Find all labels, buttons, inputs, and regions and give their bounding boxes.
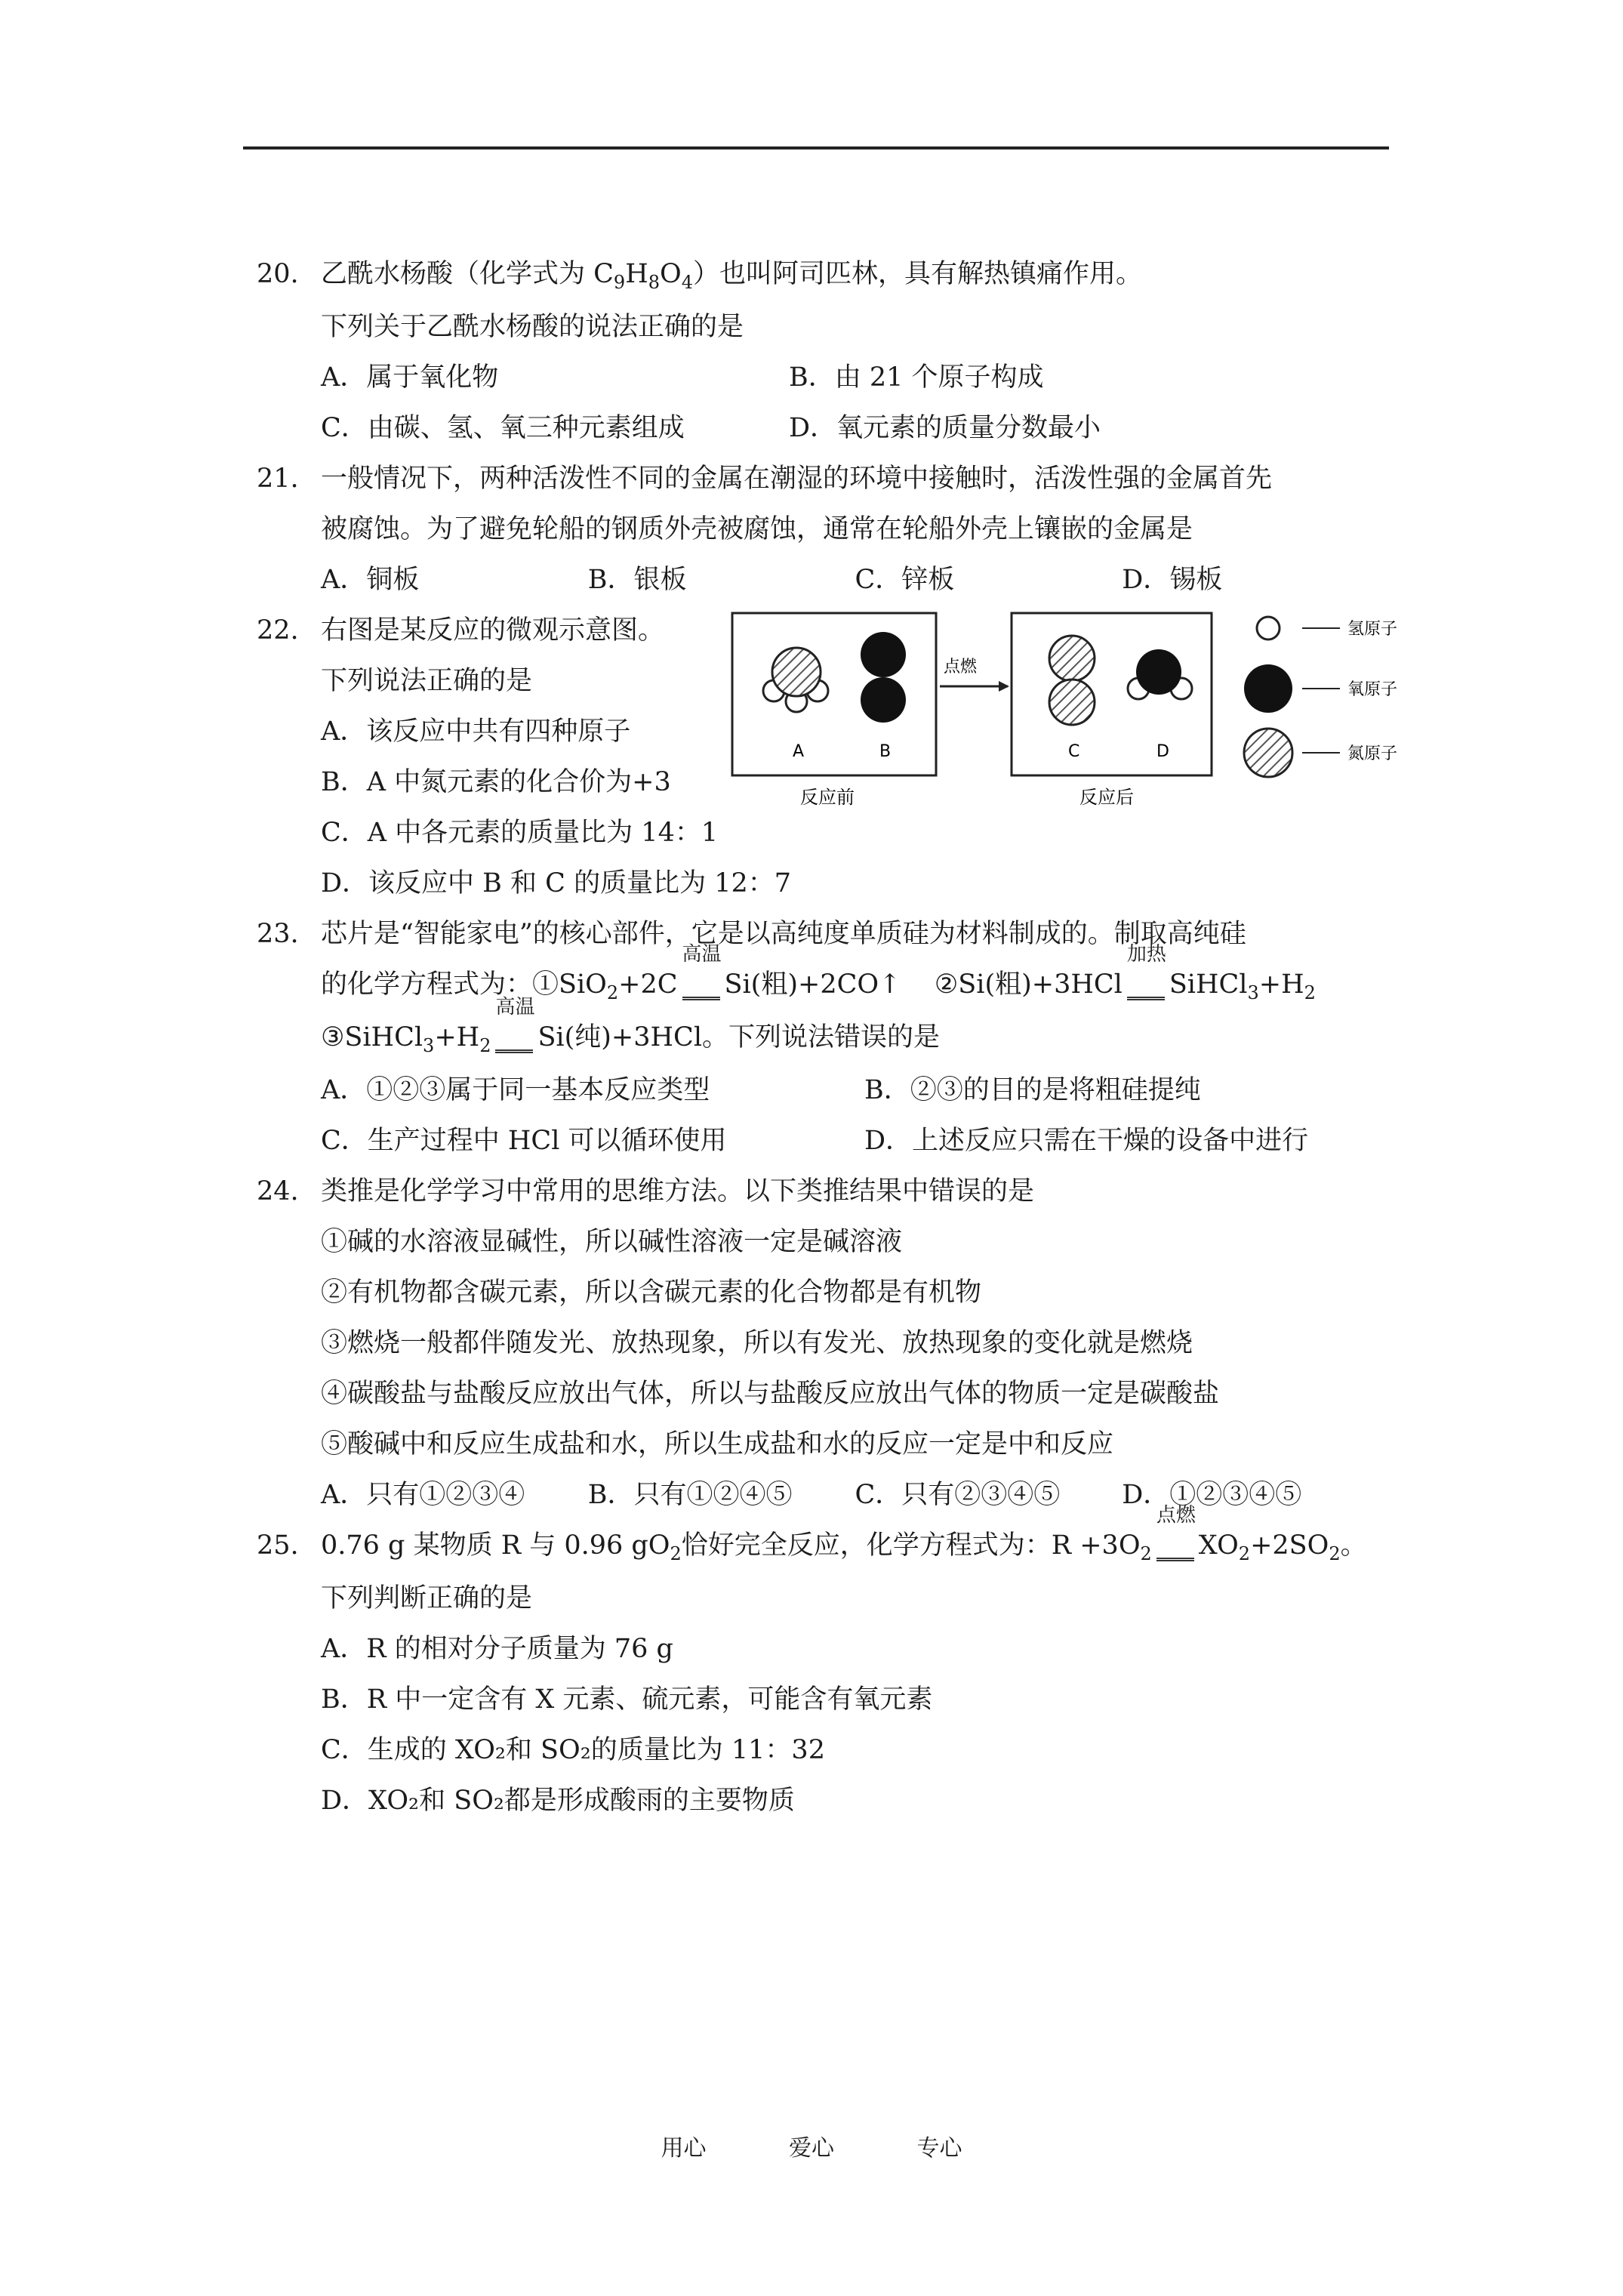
q25-stem-part: XO [1198,1530,1239,1561]
q20-option-c: C．由碳、氢、氧三种元素组成 [321,413,685,443]
molecule-b [861,632,906,723]
reaction-diagram [728,606,1449,862]
q25-option-b: B．R 中一定含有 X 元素、硫元素，可能含有氧元素 [321,1684,933,1715]
q25-stem-part: +2SO [1250,1530,1329,1561]
subscript: 2 [1329,1543,1341,1564]
q24-item-5: ⑤酸碱中和反应生成盐和水，所以生成盐和水的反应一定是中和反应 [321,1429,1114,1459]
q20-option-a: A．属于氧化物 [321,362,499,393]
question-23 [257,909,1389,1166]
q23-eq1-right: Si(粗)+2CO↑ [724,969,901,1000]
q22-option-b: B．A 中氮元素的化合价为+3 [321,767,671,797]
q21-options [257,555,1389,606]
q20-options-row2 [257,403,1389,454]
q23-option-c: C．生产过程中 HCl 可以循环使用 [321,1126,727,1156]
legend-nitrogen: 氮原子 [1347,744,1398,763]
q23-eq-intro: 的化学方程式为： [321,969,533,1000]
q23-eq2-right2: +H [1258,969,1304,1000]
q20-options-row1 [257,353,1389,403]
question-25 [257,1504,1389,1826]
q20-option-d: D．氧元素的质量分数最小 [789,413,1101,443]
q23-option-d: D．上述反应只需在干燥的设备中进行 [864,1126,1309,1156]
q23-option-b: B．②③的目的是将粗硅提纯 [864,1075,1201,1105]
q25-stem-part: 。 [1340,1530,1367,1561]
q23-eq2-right: SiHCl [1169,969,1248,1000]
footer-word-3: 专心 [916,2135,962,2162]
question-20 [257,249,1389,454]
subscript: 2 [479,1035,491,1056]
subscript: 4 [681,272,693,293]
caption-before: 反应前 [800,787,855,808]
q23-eq3-left2: +H [434,1022,480,1052]
q24-item-1: ①碱的水溶液显碱性，所以碱性溶液一定是碱溶液 [321,1227,903,1257]
q22-stem-line2: 下列说法正确的是 [321,666,533,696]
q22-option-d: D．该反应中 B 和 C 的质量比为 12：7 [321,868,791,898]
subscript: 2 [1238,1543,1251,1564]
footer-word-1: 用心 [661,2135,707,2162]
question-21 [257,454,1389,606]
q23-eq2-left: ②Si(粗)+3HCl [934,969,1123,1000]
q23-eq1-condition-label: 高温 [682,943,722,966]
q21-option-b: B．银板 [587,565,687,595]
q25-option-c: C．生成的 XO₂和 SO₂的质量比为 11：32 [321,1735,825,1765]
q23-number: 23. [257,919,299,949]
q24-item-2: ②有机物都含碳元素，所以含碳元素的化合物都是有机物 [321,1277,982,1308]
caption-after: 反应后 [1079,787,1134,808]
molecule-a [763,648,828,712]
q22-stem-part: 右图是某反应的微观示意图。 [321,615,665,646]
subscript: 9 [613,272,626,293]
q23-eq3-condition-label: 高温 [495,996,535,1019]
q23-eq1-left2: +2C [618,969,678,1000]
page-footer [0,2129,1623,2162]
q25-stem-part: 恰好完全反应，化学方程式为：R +3O [681,1530,1141,1561]
footer-word-2: 爱心 [789,2135,834,2162]
q25-stem-line1 [257,1504,1389,1573]
subscript: 2 [670,1543,682,1564]
header-rule [243,146,1389,149]
label-a: A [793,742,805,761]
q20-stem-line2: 下列关于乙酰水杨酸的说法正确的是 [321,312,744,342]
q25-number: 25. [257,1530,299,1561]
q21-option-a: A．铜板 [321,565,420,595]
question-content [257,249,1398,1826]
q22-option-c: C．A 中各元素的质量比为 14：1 [321,818,719,848]
question-24 [257,1166,1389,1521]
label-b: B [879,742,892,761]
q20-stem-part: H [625,259,648,289]
q21-option-c: C．锌板 [855,565,955,595]
q25-option-d: D．XO₂和 SO₂都是形成酸雨的主要物质 [321,1786,795,1816]
q24-item-3: ③燃烧一般都伴随发光、放热现象，所以有发光、放热现象的变化就是燃烧 [321,1328,1193,1358]
q23-options-row2 [257,1116,1389,1166]
subscript: 2 [1304,982,1316,1003]
label-d: D [1156,742,1169,761]
q20-stem-part: ）也叫阿司匹林，具有解热镇痛作用。 [692,259,1142,289]
q20-option-b: B．由 21 个原子构成 [789,362,1044,393]
q23-options-row1 [257,1065,1389,1116]
subscript: 2 [1140,1543,1152,1564]
q23-option-a: A．①②③属于同一基本反应类型 [321,1075,710,1105]
legend-hydrogen: 氢原子 [1347,620,1398,639]
q20-stem-part: 乙酰水杨酸（化学式为 C [321,259,614,289]
q23-eq2-condition [1126,943,1166,1000]
q23-eq1-left: ①SiO [532,969,607,1000]
subscript: 3 [423,1035,435,1056]
q25-condition-label: 点燃 [1156,1504,1196,1527]
subscript: 2 [606,982,619,1003]
q23-eq3-right: Si(纯)+3HCl。下列说法错误的是 [537,1022,941,1052]
q22-number: 22. [257,615,299,646]
q20-stem-part: O [660,259,682,289]
q23-eq2-condition-label: 加热 [1126,943,1166,966]
q23-eq3-left: ③SiHCl [321,1022,423,1052]
q24-stem-part: 类推是化学学习中常用的思维方法。以下类推结果中错误的是 [321,1176,1035,1207]
legend [1244,617,1397,777]
q23-stem-line1 [257,909,1389,960]
molecule-c [1049,636,1095,725]
q23-stem-part: 芯片是“智能家电”的核心部件，它是以高纯度单质硅为材料制成的。制取高纯硅 [321,919,1246,949]
q21-stem-part: 一般情况下，两种活泼性不同的金属在潮湿的环境中接触时，活泼性强的金属首先 [321,464,1273,494]
q24-option-c: C．只有②③④⑤ [855,1480,1061,1510]
q24-item-4: ④碳酸盐与盐酸反应放出气体，所以与盐酸反应放出气体的物质一定是碳酸盐 [321,1379,1220,1409]
q23-eq3-condition [495,996,535,1053]
q25-condition [1156,1504,1196,1561]
q21-number: 21. [257,464,299,494]
q21-stem-line1 [257,454,1389,504]
q21-option-d: D．锡板 [1122,565,1223,595]
molecule-d [1128,649,1192,699]
q24-option-d: D．①②③④⑤ [1122,1480,1302,1510]
q24-option-b: B．只有①②④⑤ [587,1480,793,1510]
q24-option-a: A．只有①②③④ [321,1480,525,1510]
q22-option-a: A．该反应中共有四种原子 [321,717,631,747]
label-c: C [1068,742,1080,761]
q24-number: 24. [257,1176,299,1207]
legend-oxygen: 氧原子 [1347,680,1398,699]
arrow-icon [940,681,1009,692]
q25-stem-line2: 下列判断正确的是 [321,1583,533,1613]
q24-stem [257,1166,1389,1217]
q23-equation-line1 [257,943,1389,1012]
q25-option-a: A．R 的相对分子质量为 76 g [321,1634,673,1664]
q20-number: 20. [257,259,299,289]
q23-eq1-condition [682,943,722,1000]
q24-options [257,1470,1389,1521]
q21-stem-line2: 被腐蚀。为了避免轮船的钢质外壳被腐蚀，通常在轮船外壳上镶嵌的金属是 [321,514,1193,544]
subscript: 8 [648,272,660,293]
arrow-condition: 点燃 [944,658,978,676]
q23-equation-line2 [257,996,1389,1065]
q20-stem-line1 [257,249,1389,302]
q25-stem-part: 0.76 g 某物质 R 与 0.96 gO [321,1530,670,1561]
question-22 [257,606,1398,909]
subscript: 3 [1247,982,1259,1003]
